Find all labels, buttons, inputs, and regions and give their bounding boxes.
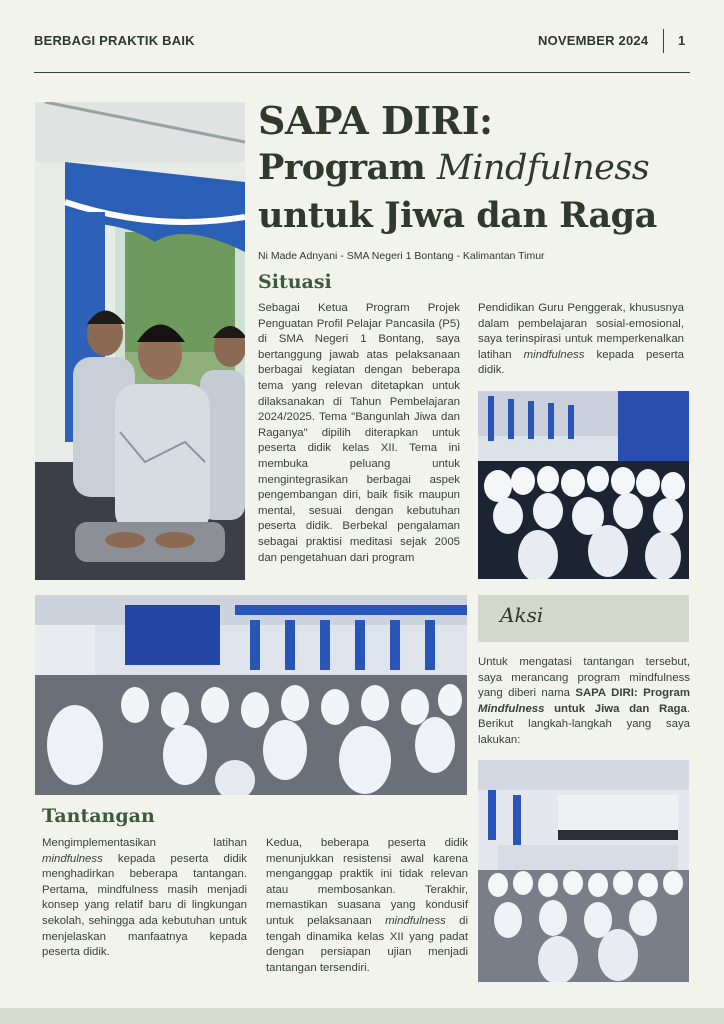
- photo-hall-meditation: [478, 391, 689, 579]
- tantangan-col2-b: mindfulness: [385, 914, 446, 927]
- header-date: NOVEMBER 2024: [538, 33, 649, 48]
- header-rule: [34, 72, 690, 73]
- title-line-2-a: Program: [258, 147, 437, 188]
- tantangan-col1-a: Mengimplementasikan latihan: [42, 837, 247, 849]
- tantangan-col1-b: mindfulness: [42, 852, 103, 865]
- header-divider: [663, 29, 664, 53]
- tantangan-col2-a: Kedua, beberapa peserta didik menunjukkan resistensi awal karena menganggap praktik ini tidak relevan atau membosankan. Terakhir, memastikan suasana yang kondusif untuk pelaksanaan: [266, 837, 468, 927]
- situasi-heading: Situasi: [258, 271, 332, 293]
- photo-auditorium-session: [35, 595, 467, 795]
- aksi-p-b2: Mindfulness: [478, 702, 545, 715]
- aksi-p-b3: untuk Jiwa dan Raga: [544, 702, 687, 715]
- situasi-col2-c: kepada peserta didik.: [478, 348, 684, 377]
- tantangan-heading: Tantangan: [42, 805, 155, 827]
- aksi-p-a: Untuk mengatasi tantangan tersebut, saya merancang program mindfulness yang diberi nama: [478, 656, 690, 700]
- footer-band: [0, 1008, 724, 1024]
- situasi-col2-b: mindfulness: [523, 348, 585, 361]
- title-line-2: [258, 144, 698, 192]
- title-line-1: SAPA DIRI:: [258, 98, 493, 143]
- situasi-col1: Sebagai Ketua Program Projek Penguatan Profil Pelajar Pancasila (P5) di SMA Negeri 1 Bontang, saya bertanggung jawab atas pelaksanaan berbagai kegiatan dengan beberapa tema yang relevan ditetapkan untuk dilaksanakan di Tahun Pembelajaran 2024/2025. Tema "Bangunlah Jiwa dan Raganya" dipilih diterapkan untuk peserta didik kelas XII. Tema ini membuka peluang untuk mengintegrasikan berbagai aspek pengembangan diri, baik fisik maupun mental, sesuai dengan kebutuhan peserta didik. Berbekal pengalaman sebagai praktisi meditasi sejak 2005 dan pengetahuan dari program: [258, 302, 460, 564]
- photo-balcony-hall: [478, 760, 689, 982]
- photo-students-meditating: [35, 102, 245, 580]
- aksi-paragraph: [478, 655, 690, 749]
- title-line-2-b: Mindfulness: [436, 148, 650, 188]
- tantangan-col1: [42, 836, 247, 961]
- article-title: [258, 98, 698, 240]
- header-section-label: BERBAGI PRAKTIK BAIK: [34, 33, 195, 48]
- aksi-heading-box: [478, 595, 689, 642]
- situasi-col2-a: Pendidikan Guru Penggerak, khususnya dalam pembelajaran sosial-emosional, saya terinspirasi untuk memperkenalkan latihan: [478, 302, 684, 361]
- tantangan-col2: [266, 836, 468, 976]
- page-number: 1: [678, 33, 686, 48]
- aksi-p-c: . Berikut langkah-langkah yang saya lakukan:: [478, 702, 690, 746]
- title-line-3: untuk Jiwa dan Raga: [258, 195, 657, 236]
- aksi-p-b1: SAPA DIRI: Program: [575, 687, 690, 700]
- aksi-heading: Aksi: [500, 603, 544, 627]
- tantangan-col1-c: kepada peserta didik menghadirkan beberapa tantangan. Pertama, mindfulness masih menjadi konsep yang relatif baru di lingkungan sekolah, sehingga ada kebutuhan untuk menjelaskan manfaatnya kepada peserta didik.: [42, 852, 247, 959]
- situasi-col2: [478, 301, 684, 379]
- tantangan-col2-c: di tengah dinamika kelas XII yang padat dengan persiapan ujian menjadi tantangan tersendiri.: [266, 914, 469, 974]
- author-line: Ni Made Adnyani - SMA Negeri 1 Bontang - Kalimantan Timur: [258, 250, 545, 262]
